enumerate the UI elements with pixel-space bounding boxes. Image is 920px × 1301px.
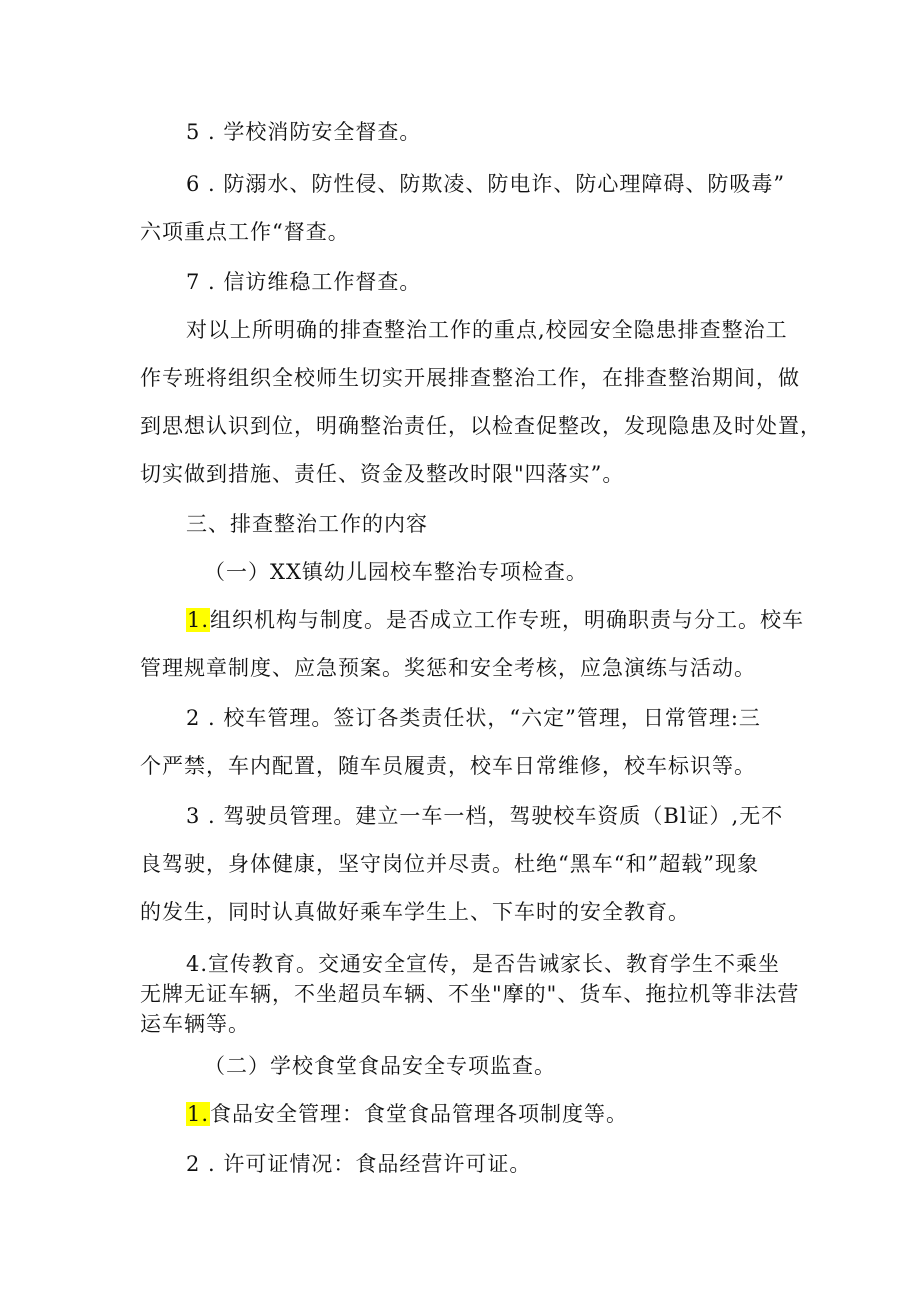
- line-text: 6 . 防溺水、防性侵、防欺凌、防电诈、防心理障碍、防吸毒”: [186, 172, 786, 196]
- line-text: 3 . 驾驶员管理。建立一车一档，驾驶校车资质（Bl证）,无不: [186, 804, 784, 828]
- line-text: 个严禁，车内配置，随车员履责，校车日常维修，校车标识等。: [140, 754, 756, 778]
- line-text: 作专班将组织全校师生切实开展排查整治工作，在排查整治期间，做: [140, 366, 800, 390]
- line-text: 的发生，同时认真做好乘车学生上、下车时的安全教育。: [140, 900, 690, 924]
- paragraph-line: [140, 898, 880, 926]
- line-text: 运车辆等。: [140, 1012, 250, 1036]
- paragraph-line: [140, 850, 880, 878]
- line-text: 六项重点工作“督查。: [140, 220, 350, 244]
- line-text: 三、排查整治工作的内容: [186, 512, 428, 536]
- paragraph-line: [140, 980, 880, 1008]
- highlighted-number: 1.: [187, 608, 210, 632]
- list-item-2: [186, 1150, 886, 1178]
- line-text: 4.宣传教育。交通安全宣传，是否告诫家长、教育学生不乘坐: [186, 952, 781, 976]
- paragraph-item-5: [186, 118, 886, 146]
- line-text: 7 . 信访维稳工作督查。: [186, 270, 422, 294]
- paragraph-line: [140, 412, 880, 440]
- list-item-3: [186, 802, 886, 830]
- paragraph-line: [140, 1010, 880, 1038]
- list-item-4: [186, 950, 886, 978]
- line-text: 食品安全管理：食堂食品管理各项制度等。: [210, 1102, 629, 1126]
- paragraph-item-6: [186, 170, 886, 198]
- list-item-2: [186, 704, 886, 732]
- paragraph-line: [140, 752, 880, 780]
- line-text: 2 . 校车管理。签订各类责任状，“六定”管理，日常管理:三: [186, 706, 761, 730]
- subsection-heading-1: [204, 558, 884, 586]
- paragraph-line: [140, 654, 880, 682]
- highlighted-number: 1.: [187, 1102, 210, 1126]
- line-text: （二）学校食堂食品安全专项监查。: [204, 1054, 556, 1078]
- list-item-1: [186, 1100, 886, 1128]
- list-item-1: [186, 606, 886, 634]
- paragraph-line: [140, 460, 880, 488]
- line-text: 对以上所明确的排查整治工作的重点,校园安全隐患排查整治工: [186, 318, 788, 342]
- section-heading: [186, 510, 886, 538]
- line-text: 管理规章制度、应急预案。奖惩和安全考核，应急演练与活动。: [140, 656, 756, 680]
- line-text: 切实做到措施、责任、资金及整改时限"四落实”。: [140, 462, 625, 486]
- line-text: 到思想认识到位，明确整治责任，以检查促整改，发现隐患及时处置，: [140, 414, 822, 438]
- line-text: 良驾驶，身体健康，坚守岗位并尽责。杜绝“黑车“和”超载”现象: [140, 852, 759, 876]
- line-text: （一）XX镇幼儿园校车整治专项检查。: [204, 560, 588, 584]
- paragraph-line: [140, 364, 880, 392]
- subsection-heading-2: [204, 1052, 884, 1080]
- line-text: 无牌无证车辆，不坐超员车辆、不坐"摩的"、货车、拖拉机等非法营: [140, 982, 800, 1006]
- paragraph-line: [140, 218, 880, 246]
- paragraph-summary: [186, 316, 886, 344]
- line-text: 组织机构与制度。是否成立工作专班，明确职责与分工。校车: [210, 608, 805, 632]
- line-text: 2 . 许可证情况：食品经营许可证。: [186, 1152, 532, 1176]
- paragraph-item-7: [186, 268, 886, 296]
- line-text: 5 . 学校消防安全督查。: [186, 120, 422, 144]
